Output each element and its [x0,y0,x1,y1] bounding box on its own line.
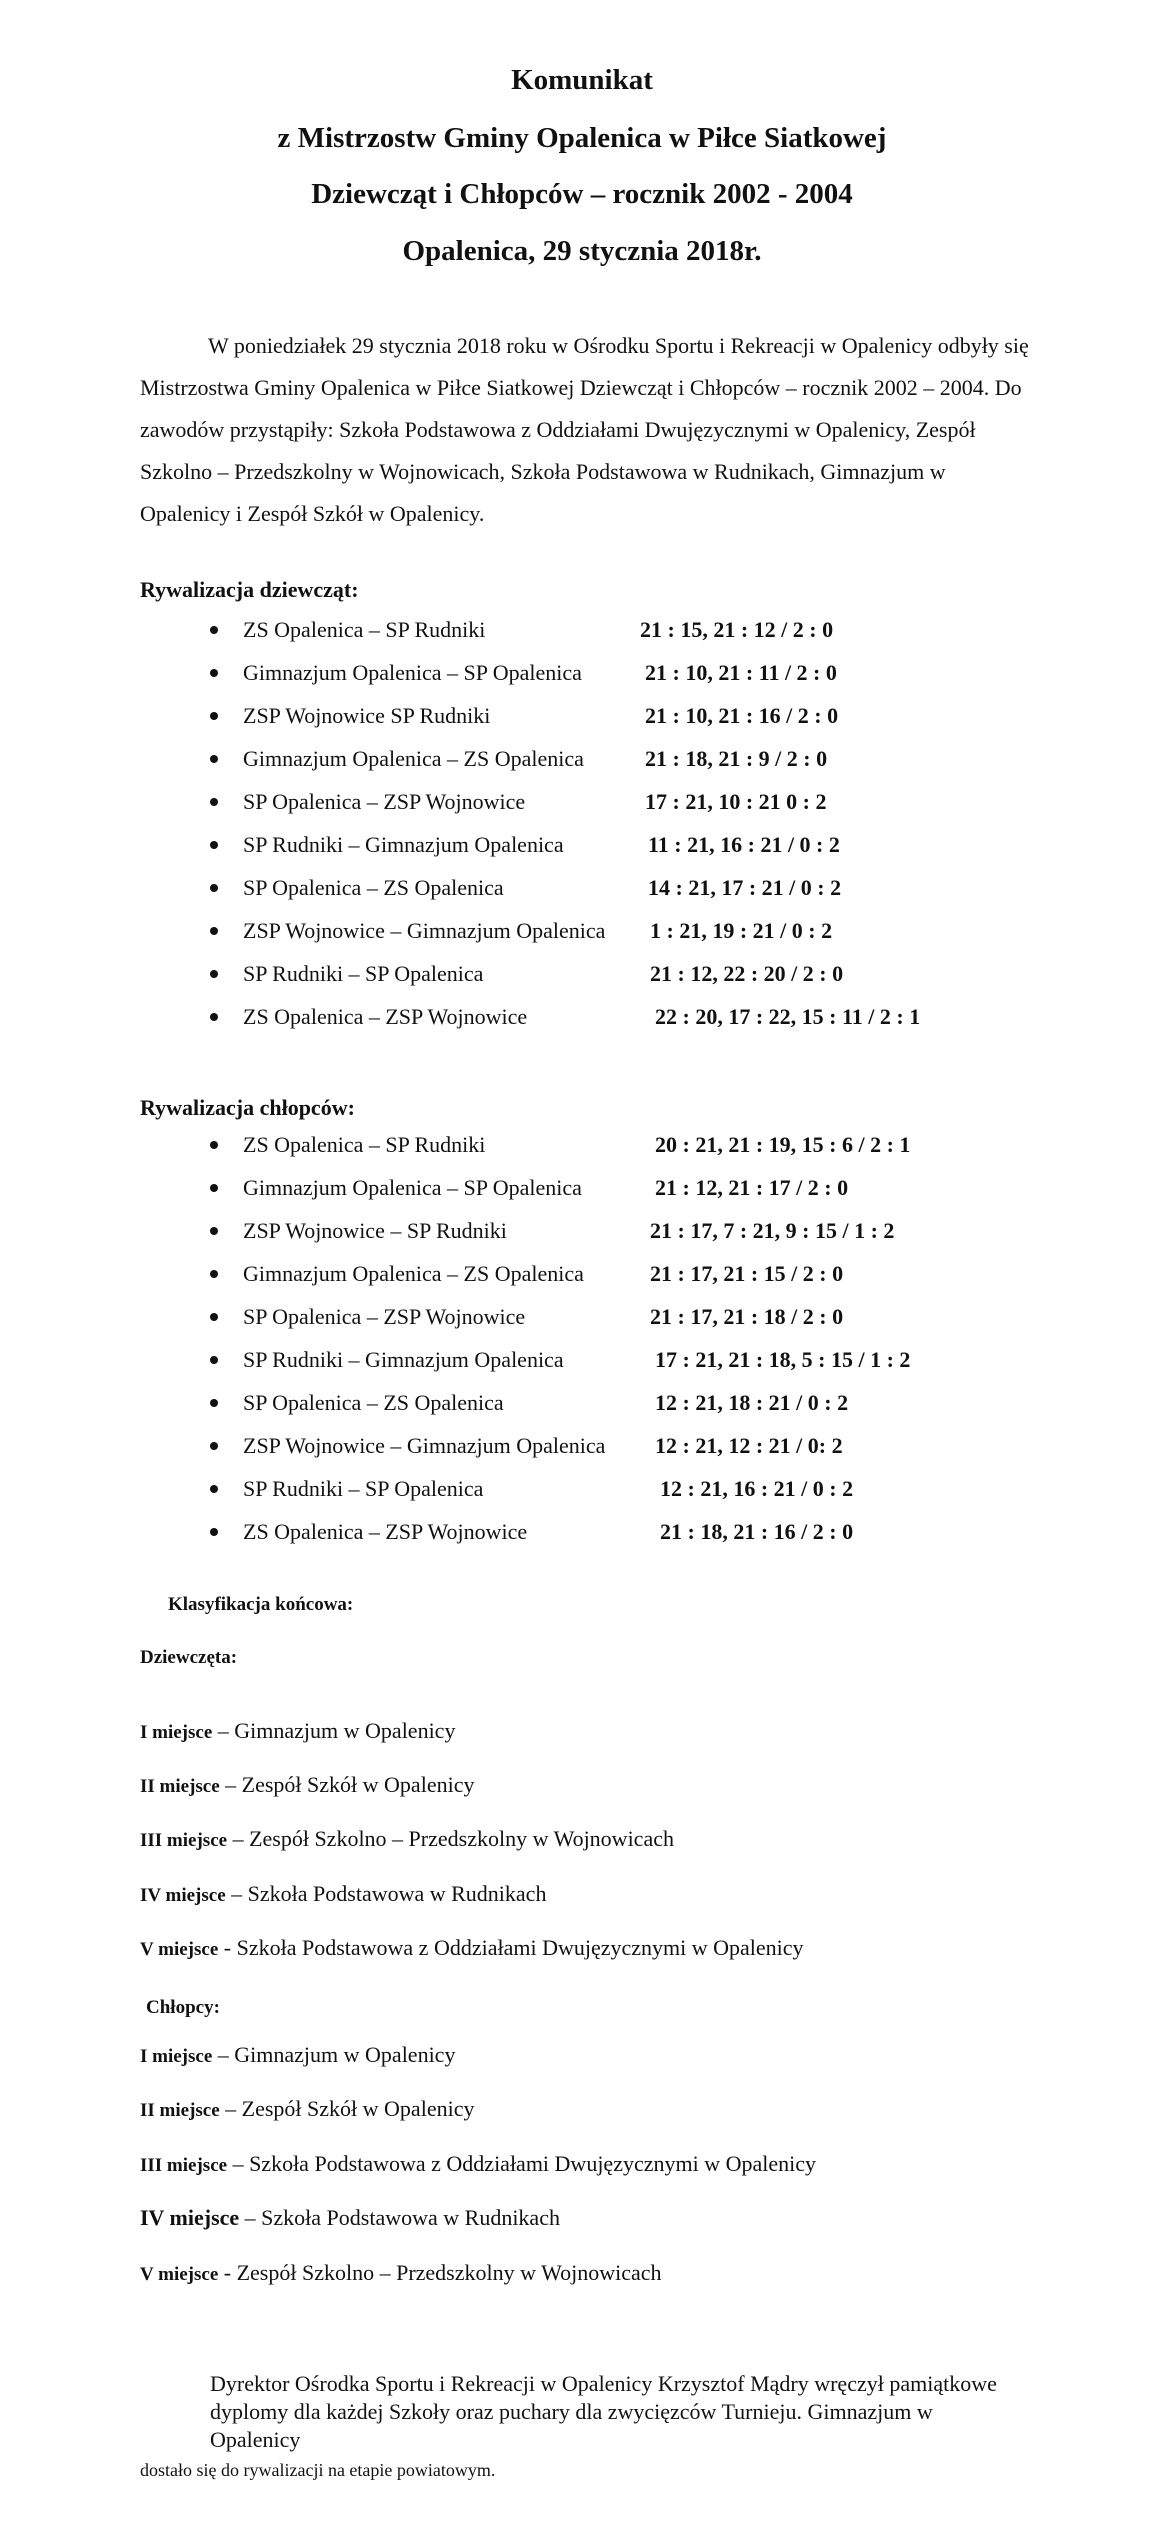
match-teams: SP Rudniki – Gimnazjum Opalenica [243,832,564,857]
bullet-icon [210,712,218,720]
bullet-icon [210,841,218,849]
match-score: 12 : 21, 18 : 21 / 0 : 2 [655,1390,849,1415]
match-score: 14 : 21, 17 : 21 / 0 : 2 [648,875,842,900]
bullet-icon [210,669,218,677]
match-teams: SP Opalenica – ZS Opalenica [243,875,504,900]
match-item [0,1474,1164,1517]
closing-paragraph [140,2370,1020,2484]
bullet-icon [210,755,218,763]
match-item [0,1216,1164,1259]
match-item [0,701,1164,744]
place-label: V miejsce [140,1939,219,1960]
place-separator: - [218,1935,237,1960]
match-item [0,1345,1164,1388]
match-score: 21 : 15, 21 : 12 / 2 : 0 [640,617,834,642]
girls-classification-label: Dziewczęta: [140,1647,238,1668]
match-score: 21 : 17, 21 : 15 / 2 : 0 [650,1261,844,1286]
title-line-2: z Mistrzostw Gminy Opalenica w Piłce Siatkowej [277,122,887,154]
boys-match-list [0,1130,1164,1560]
match-item [0,959,1164,1002]
match-teams: ZS Opalenica – ZSP Wojnowice [243,1004,528,1029]
match-score: 20 : 21, 21 : 19, 15 : 6 / 2 : 1 [655,1132,911,1157]
match-item [0,1002,1164,1045]
place-school: Gimnazjum w Opalenicy [234,2042,456,2067]
match-item [0,1517,1164,1560]
bullet-icon [210,1227,218,1235]
classification-row [140,2094,474,2126]
bullet-icon [210,1356,218,1364]
match-teams: SP Rudniki – SP Opalenica [243,1476,484,1501]
place-separator: - [218,2260,237,2285]
bullet-icon [210,1528,218,1536]
match-teams: SP Opalenica – ZSP Wojnowice [243,1304,526,1329]
match-score: 21 : 18, 21 : 16 / 2 : 0 [660,1519,854,1544]
place-label: I miejsce [140,2046,213,2067]
place-label: IV miejsce [140,1885,226,1906]
place-school: Zespół Szkół w Opalenicy [241,1772,475,1797]
match-teams: ZSP Wojnowice – Gimnazjum Opalenica [243,918,606,943]
match-item [0,744,1164,787]
classification-row [140,1824,674,1856]
match-item [0,1173,1164,1216]
match-score: 21 : 18, 21 : 9 / 2 : 0 [645,746,828,771]
match-teams: Gimnazjum Opalenica – SP Opalenica [243,1175,582,1200]
title-komunikat: Komunikat [511,64,653,96]
match-item [0,615,1164,658]
place-school: Zespół Szkolno – Przedszkolny w Wojnowicach [236,2260,662,2285]
match-item [0,1130,1164,1173]
bullet-icon [210,1485,218,1493]
girls-section-label: Rywalizacja dziewcząt: [140,577,359,602]
bullet-icon [210,1184,218,1192]
match-teams: ZS Opalenica – SP Rudniki [243,1132,486,1157]
place-separator: – [239,2205,262,2230]
bullet-icon [210,884,218,892]
match-score: 17 : 21, 10 : 21 0 : 2 [645,789,827,814]
match-item [0,1388,1164,1431]
place-label: I miejsce [140,1722,213,1743]
bullet-icon [210,798,218,806]
match-score: 12 : 21, 12 : 21 / 0: 2 [655,1433,843,1458]
match-teams: Gimnazjum Opalenica – SP Opalenica [243,660,582,685]
match-item [0,873,1164,916]
place-label: IV miejsce [140,2205,240,2230]
match-score: 21 : 17, 7 : 21, 9 : 15 / 1 : 2 [650,1218,895,1243]
match-teams: ZS Opalenica – ZSP Wojnowice [243,1519,528,1544]
place-school: Gimnazjum w Opalenicy [234,1718,456,1743]
place-label: II miejsce [140,1776,220,1797]
place-label: III miejsce [140,2155,228,2176]
place-school: Szkoła Podstawowa z Oddziałami Dwujęzycznymi w Opalenicy [236,1935,804,1960]
match-teams: SP Opalenica – ZS Opalenica [243,1390,504,1415]
bullet-icon [210,1399,218,1407]
classification-row [140,2040,455,2072]
place-label: II miejsce [140,2100,220,2121]
place-separator: – [219,1772,242,1797]
place-school: Szkoła Podstawowa w Rudnikach [261,2205,560,2230]
match-item [0,787,1164,830]
place-separator: – [212,1718,235,1743]
match-teams: ZSP Wojnowice – Gimnazjum Opalenica [243,1433,606,1458]
match-score: 12 : 21, 16 : 21 / 0 : 2 [660,1476,854,1501]
place-school: Szkoła Podstawowa z Oddziałami Dwujęzycznymi w Opalenicy [249,2151,817,2176]
title-line-3: Dziewcząt i Chłopców – rocznik 2002 - 2004 [311,178,853,210]
bullet-icon [210,1270,218,1278]
match-item [0,916,1164,959]
match-teams: SP Rudniki – SP Opalenica [243,961,484,986]
match-teams: ZSP Wojnowice – SP Rudniki [243,1218,507,1243]
bullet-icon [210,1313,218,1321]
match-score: 22 : 20, 17 : 22, 15 : 11 / 2 : 1 [655,1004,921,1029]
match-score: 1 : 21, 19 : 21 / 0 : 2 [650,918,833,943]
place-label: III miejsce [140,1830,228,1851]
bullet-icon [210,1013,218,1021]
place-separator: – [227,1826,250,1851]
match-item [0,830,1164,873]
boys-classification-label: Chłopcy: [146,1997,220,2018]
girls-match-list [0,615,1164,1045]
match-teams: SP Opalenica – ZSP Wojnowice [243,789,526,814]
match-item [0,658,1164,701]
classification-row [140,2149,816,2181]
bullet-icon [210,970,218,978]
place-separator: – [227,2151,250,2176]
place-school: Zespół Szkół w Opalenicy [241,2096,475,2121]
match-teams: SP Rudniki – Gimnazjum Opalenica [243,1347,564,1372]
classification-row [140,1770,474,1802]
closing-text: Dyrektor Ośrodka Sportu i Rekreacji w Opalenicy Krzysztof Mądry wręczył pamiątkowe dyplomy dla każdej Szkoły oraz puchary dla zwycięzców Turnieju. Gimnazjum w Opalenicy [210,2371,997,2452]
match-teams: ZSP Wojnowice SP Rudniki [243,703,491,728]
intro-paragraph [140,325,1035,535]
match-score: 21 : 10, 21 : 11 / 2 : 0 [645,660,837,685]
intro-text: W poniedziałek 29 stycznia 2018 roku w Ośrodku Sportu i Rekreacji w Opalenicy odbyły się Mistrzostwa Gminy Opalenica w Piłce Siatkowej Dziewcząt i Chłopców – rocznik 2002 – 2004. Do zawodów przystąpiły: Szkoła Podstawowa z Oddziałami Dwujęzycznymi w Opalenicy, Zespół Szkolno – Przedszkolny w Wojnowicach, Szkoła Podstawowa w Rudnikach, Gimnazjum w Opalenicy i Zespół Szkół w Opalenicy. [140,333,1029,526]
classification-row [140,1716,455,1748]
match-teams: Gimnazjum Opalenica – ZS Opalenica [243,746,584,771]
classification-row [140,2203,560,2233]
place-label: V miejsce [140,2264,219,2285]
boys-section-label: Rywalizacja chłopców: [140,1095,355,1120]
closing-text-end: dostało się do rywalizacji na etapie powiatowym. [140,2460,496,2480]
place-school: Szkoła Podstawowa w Rudnikach [247,1881,547,1906]
match-score: 21 : 12, 22 : 20 / 2 : 0 [650,961,844,986]
classification-row [140,1879,546,1911]
place-separator: – [219,2096,242,2121]
bullet-icon [210,626,218,634]
match-score: 17 : 21, 21 : 18, 5 : 15 / 1 : 2 [655,1347,911,1372]
match-score: 21 : 17, 21 : 18 / 2 : 0 [650,1304,844,1329]
classification-row [140,1933,804,1965]
classification-row [140,2258,662,2290]
match-teams: ZS Opalenica – SP Rudniki [243,617,486,642]
bullet-icon [210,1141,218,1149]
match-score: 11 : 21, 16 : 21 / 0 : 2 [648,832,840,857]
match-score: 21 : 10, 21 : 16 / 2 : 0 [645,703,839,728]
bullet-icon [210,927,218,935]
match-item [0,1302,1164,1345]
place-school: Zespół Szkolno – Przedszkolny w Wojnowicach [249,1826,674,1851]
bullet-icon [210,1442,218,1450]
title-line-4: Opalenica, 29 stycznia 2018r. [402,235,762,267]
match-item [0,1431,1164,1474]
match-teams: Gimnazjum Opalenica – ZS Opalenica [243,1261,584,1286]
place-separator: – [225,1881,248,1906]
match-item [0,1259,1164,1302]
classification-label: Klasyfikacja końcowa: [168,1594,354,1615]
match-score: 21 : 12, 21 : 17 / 2 : 0 [655,1175,849,1200]
place-separator: – [212,2042,235,2067]
